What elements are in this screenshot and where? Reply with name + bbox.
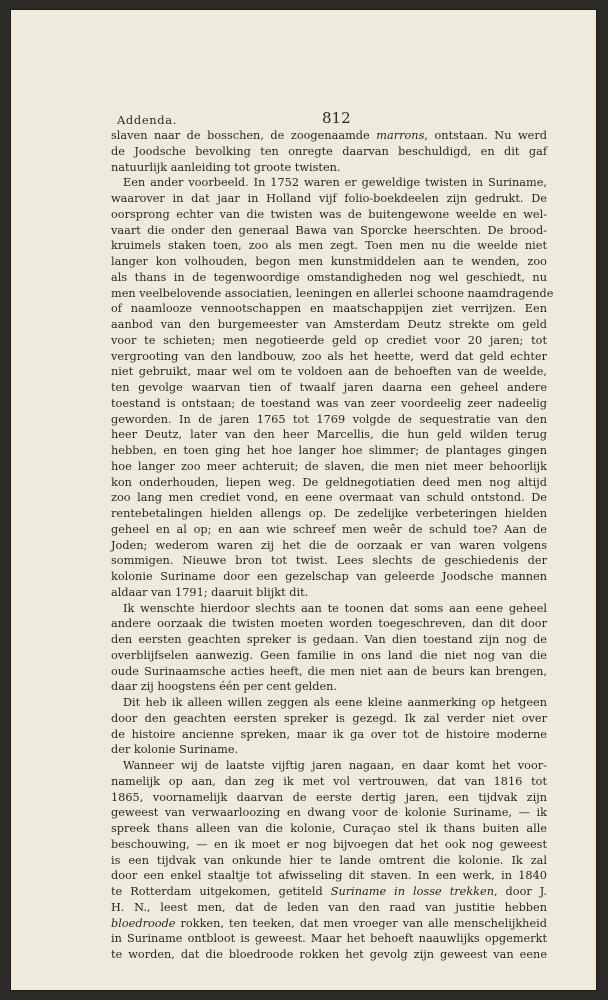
text-line: [111, 191, 547, 207]
text-run: Wanneer wij de laatste vijftig jaren nagaan, en daar komt het voor-: [123, 759, 547, 772]
italic-term: Suriname in losse trekken: [330, 885, 494, 898]
text-line: [111, 459, 547, 475]
text-line: [111, 727, 547, 743]
text-run: rokken, ten teeken, dat men vroeger van alle menschelijkheid: [175, 916, 547, 930]
text-line: [111, 601, 547, 617]
text-line: [111, 443, 547, 459]
text-run: de Joodsche bevolking ten onregte daarvan beschuldigd, en dit gaf: [111, 144, 547, 158]
text-run: natuurlijk aanleiding tot groote twisten.: [111, 160, 341, 174]
text-run: niet gebruikt, maar wel om te voldoen aan de behoeften van de weelde,: [111, 365, 547, 379]
text-line: [111, 774, 547, 790]
text-run: men veelbelovende associatien, leeningen en allerlei schoone naamdragende: [111, 286, 554, 300]
text-run: de histoire ancienne spreken, maar ik ga over tot de histoire moderne: [111, 727, 547, 741]
text-run: namelijk op aan, dan zeg ik met vol vertrouwen, dat van 1816 tot: [111, 774, 547, 788]
text-run: rentebetalingen hielden allengs op. De zedelijke verbeteringen hielden: [111, 507, 547, 520]
text-run: geworden. In de jaren 1765 tot 1769 volgde de sequestratie van den: [111, 412, 547, 426]
text-run: vergrooting van den landbouw, zoo als het heette, werd dat geld echter: [111, 349, 547, 363]
text-run: door den geachten eersten spreker is gezegd. Ik zal verder niet over: [111, 711, 547, 725]
text-line: [111, 868, 547, 884]
text-line: [111, 538, 547, 554]
text-run: andere oorzaak die twisten moeten worden toegeschreven, dan dit door: [111, 617, 547, 631]
text-line: [111, 380, 547, 396]
text-run: geweest van verwaarloozing en dwang voor de kolonie Suriname, — ik: [111, 806, 547, 820]
text-line: [111, 223, 547, 239]
text-run: oorsprong echter van die twisten was de buitengewone weelde en wel-: [111, 207, 547, 221]
text-line: [111, 900, 547, 916]
text-run: Dit heb ik alleen willen zeggen als eene kleine aanmerking op hetgeen: [123, 696, 547, 709]
text-line: [111, 742, 547, 758]
text-run: sommigen. Nieuwe bron tot twist. Lees slechts de geschiedenis der: [111, 554, 547, 568]
text-line: [111, 947, 547, 963]
text-run: kon onderhouden, liepen weg. De geldnegotiatien deed men nog altijd: [111, 475, 547, 489]
text-run: in Suriname ontbloot is geweest. Maar het behoeft naauwlijks opgemerkt: [111, 932, 547, 946]
text-run: als thans in de tegenwoordige omstandigheden nog wel geschiedt, nu: [111, 270, 547, 284]
text-run: is een tijdvak van onkunde hier te lande omtrent die kolonie. Ik zal: [111, 853, 547, 867]
text-run: der kolonie Suriname.: [111, 743, 239, 757]
text-run: geheel en al op; en aan wie schreef men weêr de schuld toe? Aan de: [111, 522, 547, 536]
text-line: [111, 916, 547, 932]
text-line: [111, 837, 547, 853]
text-line: [111, 664, 547, 680]
text-line: [111, 931, 547, 947]
text-line: [111, 695, 547, 711]
text-line: [111, 679, 547, 695]
text-line: [111, 427, 547, 443]
text-run: Een ander voorbeeld. In 1752 waren er geweldige twisten in Suriname,: [123, 176, 547, 190]
text-line: [111, 364, 547, 380]
text-line: [111, 853, 547, 869]
text-run: spreek thans alleen van die kolonie, Curaçao stel ik thans buiten alle: [111, 822, 547, 835]
text-line: [111, 522, 547, 538]
text-line: [111, 805, 547, 821]
text-line: [111, 396, 547, 412]
text-run: overblijfselen aanwezig. Geen familie in ons land die niet nog van die: [111, 648, 547, 662]
text-line: [111, 128, 547, 144]
text-line: [111, 317, 547, 333]
body-text: [111, 128, 554, 963]
text-line: [111, 175, 547, 191]
text-line: [111, 758, 547, 774]
text-run: te Rotterdam uitgekomen, getiteld: [111, 885, 331, 898]
text-line: [111, 884, 547, 900]
text-run: daar zij hoogstens één per cent gelden.: [111, 680, 338, 694]
text-run: Ik wenschte hierdoor slechts aan te toonen dat soms aan eene geheel: [123, 601, 547, 615]
text-line: [111, 286, 554, 302]
text-line: [111, 821, 547, 837]
text-run: langer kon volhouden, begon men kunstmiddelen aan te wenden, zoo: [111, 255, 547, 268]
text-line: [111, 475, 547, 491]
italic-term: marrons: [376, 129, 425, 142]
text-run: beschouwing, — en ik moet er nog bijvoegen dat het ook nog geweest: [111, 837, 547, 851]
text-line: [111, 569, 547, 585]
text-line: [111, 648, 547, 664]
text-run: , door J.: [493, 885, 548, 898]
text-line: [111, 333, 547, 349]
text-line: [111, 490, 547, 506]
text-run: H. N., leest men, dat de leden van den raad van justitie hebben: [111, 900, 547, 914]
text-run: vaart die onder den generaal Bawa van Sporcke heerschten. De brood-: [111, 223, 547, 237]
text-run: of naamlooze vennootschappen en maatschappijen ziet verrijzen. Een: [111, 302, 547, 316]
text-run: aldaar van 1791; daaruit blijkt dit.: [111, 585, 309, 599]
text-line: [111, 238, 547, 254]
text-line: [111, 632, 547, 648]
text-line: [111, 616, 547, 632]
text-run: , ontstaan. Nu werd: [424, 129, 547, 142]
text-run: waarover in dat jaar in Holland vijf folio-boekdeelen zijn gedrukt. De: [111, 192, 547, 205]
text-line: [111, 585, 547, 601]
text-line: [111, 144, 547, 160]
text-line: [111, 553, 547, 569]
text-line: [111, 412, 547, 428]
text-run: heer Deutz, later van den heer Marcellis, die hun geld wilden terug: [111, 428, 547, 442]
text-line: [111, 207, 547, 223]
text-run: Joden; wederom waren zij het die de oorzaak er van waren volgens: [111, 538, 547, 552]
page-number: 812: [322, 109, 351, 127]
text-line: [111, 711, 547, 727]
text-run: 1865, voornamelijk daarvan de eerste dertig jaren, een tijdvak zijn: [111, 790, 547, 804]
text-run: zoo lang men crediet vond, en eene overmaat van schuld ontstond. De: [111, 491, 547, 505]
text-line: [111, 790, 547, 806]
text-line: [111, 270, 547, 286]
text-line: [111, 254, 547, 270]
text-line: [111, 301, 547, 317]
text-line: [111, 506, 547, 522]
section-title: Addenda.: [117, 113, 177, 127]
text-run: slaven naar de bosschen, de zoogenaamde: [111, 129, 377, 142]
text-line: [111, 160, 547, 176]
text-line: [111, 349, 547, 365]
text-run: te worden, dat die bloedroode rokken het gevolg zijn geweest van eene: [111, 948, 547, 961]
text-run: kruimels staken toen, zoo als men zegt. Toen men nu die weelde niet: [111, 239, 547, 253]
text-run: hoe langer zoo meer achteruit; de slaven, die men niet meer behoorlijk: [111, 459, 547, 473]
text-run: kolonie Suriname door een gezelschap van geleerde Joodsche mannen: [111, 570, 547, 583]
text-run: voor te schieten; men negotieerde geld op crediet voor 20 jaren; tot: [111, 333, 547, 347]
italic-term: bloedroode: [111, 916, 176, 930]
text-run: oude Surinaamsche acties heeft, die men niet aan de beurs kan brengen,: [111, 664, 547, 678]
text-run: hebben, en toen ging het hoe langer hoe slimmer; de plantages gingen: [111, 444, 547, 457]
text-run: door een enkel staaltje tot afwisseling dit staven. In een werk, in 1840: [111, 869, 547, 883]
text-run: ten gevolge waarvan tien of twaalf jaren daarna een geheel andere: [111, 381, 547, 394]
text-run: toestand is ontstaan; de toestand was van zeer voordeelig zeer nadeelig: [111, 396, 547, 410]
text-run: aanbod van den burgemeester van Amsterdam Deutz strekte om geld: [111, 318, 547, 331]
text-run: den eersten geachten spreker is gedaan. Van dien toestand zijn nog de: [111, 633, 547, 646]
